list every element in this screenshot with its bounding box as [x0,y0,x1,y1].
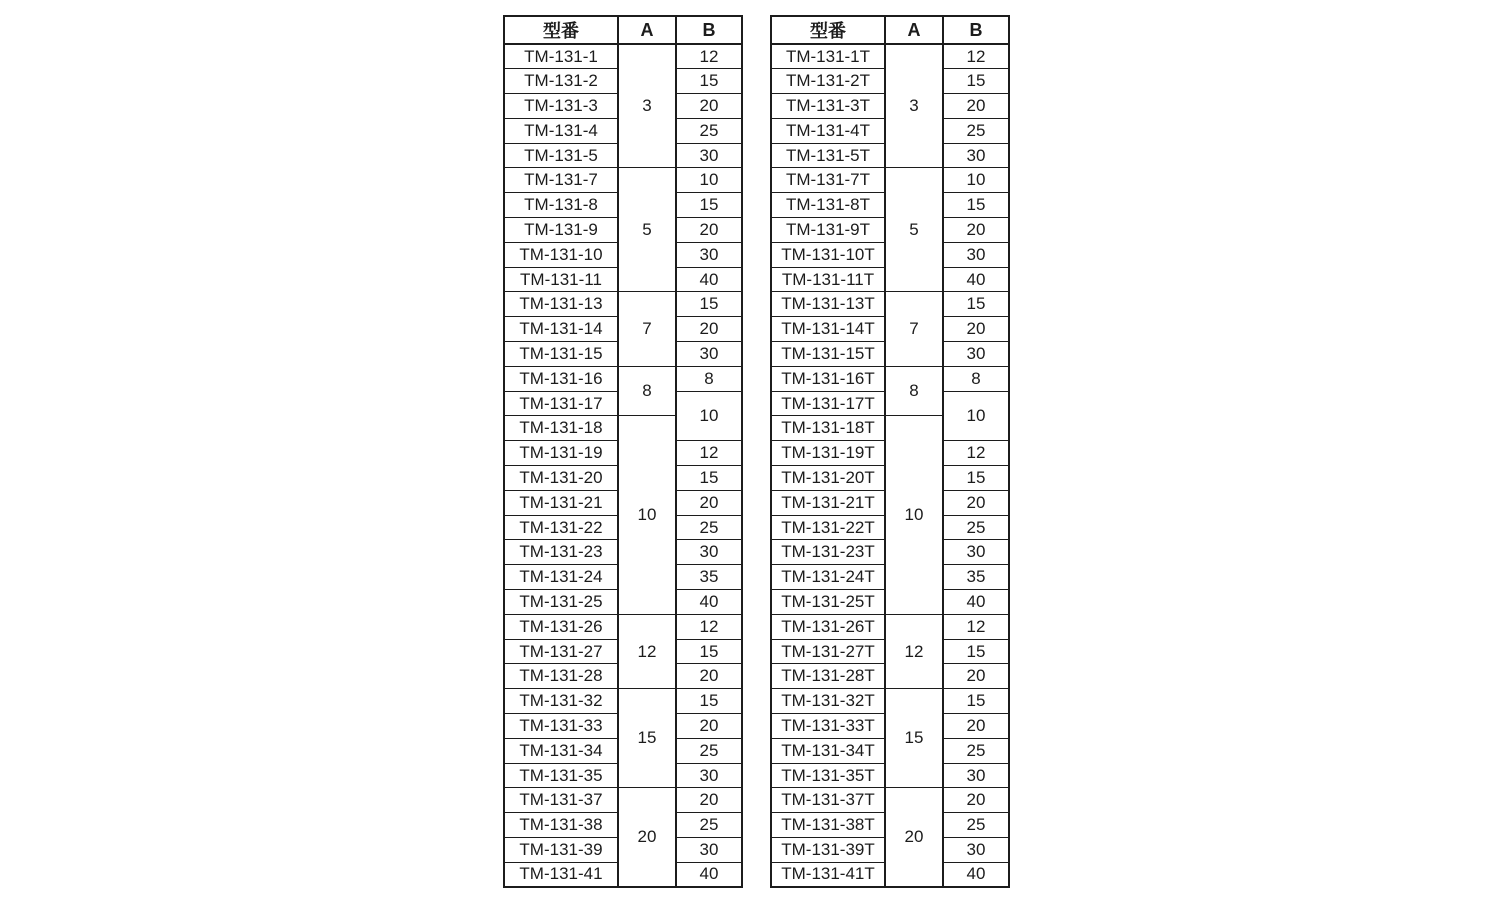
model-cell: TM-131-8 [504,193,618,218]
b-value-cell: 40 [943,862,1009,887]
model-cell: TM-131-32T [771,689,885,714]
a-value-cell: 10 [618,416,676,614]
model-cell: TM-131-4 [504,118,618,143]
model-cell: TM-131-20T [771,466,885,491]
a-value-cell: 7 [885,292,943,366]
table-row [771,168,1009,193]
b-value-cell: 30 [676,763,742,788]
table-row [771,366,1009,391]
model-cell: TM-131-39 [504,838,618,863]
table-row [504,614,742,639]
b-value-cell: 20 [676,714,742,739]
model-cell: TM-131-37 [504,788,618,813]
a-value-cell: 15 [885,689,943,788]
b-value-cell: 15 [943,466,1009,491]
model-cell: TM-131-18T [771,416,885,441]
table-row [771,44,1009,69]
model-cell: TM-131-27 [504,639,618,664]
b-value-cell: 30 [676,242,742,267]
b-value-cell: 15 [943,69,1009,94]
table-row [771,689,1009,714]
b-value-cell: 12 [676,44,742,69]
a-value-cell: 5 [885,168,943,292]
table-header [771,16,1009,44]
table-row [504,292,742,317]
table-body [504,44,742,887]
model-cell: TM-131-19 [504,441,618,466]
b-value-cell: 12 [943,44,1009,69]
a-value-cell: 8 [885,366,943,416]
a-value-cell: 12 [618,614,676,688]
model-cell: TM-131-34T [771,738,885,763]
model-cell: TM-131-7T [771,168,885,193]
header-b: B [943,16,1009,44]
b-value-cell: 40 [943,590,1009,615]
table-body [771,44,1009,887]
header-model: 型番 [771,16,885,44]
model-cell: TM-131-11 [504,267,618,292]
b-value-cell: 35 [943,565,1009,590]
a-value-cell: 20 [885,788,943,887]
model-cell: TM-131-26 [504,614,618,639]
model-cell: TM-131-16 [504,366,618,391]
model-cell: TM-131-35 [504,763,618,788]
model-cell: TM-131-13T [771,292,885,317]
model-cell: TM-131-3 [504,94,618,119]
model-cell: TM-131-37T [771,788,885,813]
b-value-cell: 10 [676,168,742,193]
model-cell: TM-131-23 [504,540,618,565]
model-cell: TM-131-7 [504,168,618,193]
table-row [504,366,742,391]
model-cell: TM-131-28T [771,664,885,689]
model-cell: TM-131-24 [504,565,618,590]
model-cell: TM-131-9T [771,218,885,243]
b-value-cell: 15 [943,689,1009,714]
model-cell: TM-131-14 [504,317,618,342]
header-a: A [885,16,943,44]
b-value-cell: 15 [943,292,1009,317]
b-value-cell: 25 [943,738,1009,763]
model-cell: TM-131-33T [771,714,885,739]
a-value-cell: 12 [885,614,943,688]
b-value-cell: 15 [676,466,742,491]
b-value-cell: 20 [943,94,1009,119]
model-cell: TM-131-27T [771,639,885,664]
a-value-cell: 3 [618,44,676,168]
b-value-cell: 12 [943,614,1009,639]
model-cell: TM-131-25T [771,590,885,615]
b-value-cell: 15 [676,69,742,94]
b-value-cell: 30 [676,838,742,863]
b-value-cell: 10 [943,168,1009,193]
model-cell: TM-131-5 [504,143,618,168]
a-value-cell: 20 [618,788,676,887]
a-value-cell: 5 [618,168,676,292]
b-value-cell: 12 [676,441,742,466]
b-value-cell: 25 [943,118,1009,143]
model-cell: TM-131-41 [504,862,618,887]
b-value-cell: 20 [943,218,1009,243]
model-cell: TM-131-2 [504,69,618,94]
model-cell: TM-131-9 [504,218,618,243]
model-cell: TM-131-15T [771,342,885,367]
table-row [771,292,1009,317]
model-cell: TM-131-21T [771,490,885,515]
b-value-cell: 30 [943,242,1009,267]
model-cell: TM-131-22 [504,515,618,540]
b-value-cell: 15 [943,193,1009,218]
b-value-cell: 30 [943,540,1009,565]
model-cell: TM-131-35T [771,763,885,788]
spec-table-left [503,15,743,888]
b-value-cell: 12 [676,614,742,639]
a-value-cell: 15 [618,689,676,788]
model-cell: TM-131-14T [771,317,885,342]
b-value-cell: 30 [943,342,1009,367]
b-value-cell: 10 [676,391,742,441]
b-value-cell: 35 [676,565,742,590]
b-value-cell: 20 [943,664,1009,689]
model-cell: TM-131-4T [771,118,885,143]
b-value-cell: 15 [676,193,742,218]
header-a: A [618,16,676,44]
model-cell: TM-131-18 [504,416,618,441]
header-b: B [676,16,742,44]
table-row [504,168,742,193]
model-cell: TM-131-26T [771,614,885,639]
b-value-cell: 20 [943,490,1009,515]
b-value-cell: 15 [676,639,742,664]
table-row [504,44,742,69]
model-cell: TM-131-22T [771,515,885,540]
model-cell: TM-131-24T [771,565,885,590]
table-row [504,788,742,813]
b-value-cell: 30 [676,143,742,168]
model-cell: TM-131-39T [771,838,885,863]
model-cell: TM-131-28 [504,664,618,689]
model-cell: TM-131-20 [504,466,618,491]
model-cell: TM-131-17 [504,391,618,416]
a-value-cell: 8 [618,366,676,416]
b-value-cell: 25 [943,813,1009,838]
model-cell: TM-131-21 [504,490,618,515]
b-value-cell: 30 [943,763,1009,788]
a-value-cell: 7 [618,292,676,366]
model-cell: TM-131-34 [504,738,618,763]
b-value-cell: 40 [676,590,742,615]
b-value-cell: 20 [676,218,742,243]
b-value-cell: 25 [676,118,742,143]
model-cell: TM-131-10T [771,242,885,267]
table-header [504,16,742,44]
b-value-cell: 30 [676,342,742,367]
b-value-cell: 25 [943,515,1009,540]
model-cell: TM-131-33 [504,714,618,739]
b-value-cell: 30 [943,838,1009,863]
table-row [771,614,1009,639]
model-cell: TM-131-32 [504,689,618,714]
b-value-cell: 25 [676,738,742,763]
model-cell: TM-131-16T [771,366,885,391]
b-value-cell: 20 [943,788,1009,813]
b-value-cell: 15 [676,292,742,317]
b-value-cell: 40 [676,862,742,887]
b-value-cell: 25 [676,515,742,540]
model-cell: TM-131-3T [771,94,885,119]
model-cell: TM-131-10 [504,242,618,267]
model-cell: TM-131-41T [771,862,885,887]
b-value-cell: 15 [943,639,1009,664]
header-model: 型番 [504,16,618,44]
table-row [504,689,742,714]
model-cell: TM-131-5T [771,143,885,168]
model-cell: TM-131-38 [504,813,618,838]
b-value-cell: 30 [943,143,1009,168]
b-value-cell: 25 [676,813,742,838]
model-cell: TM-131-19T [771,441,885,466]
spec-table-right [770,15,1010,888]
b-value-cell: 20 [676,490,742,515]
a-value-cell: 3 [885,44,943,168]
b-value-cell: 12 [943,441,1009,466]
b-value-cell: 30 [676,540,742,565]
model-cell: TM-131-17T [771,391,885,416]
b-value-cell: 20 [676,317,742,342]
model-cell: TM-131-11T [771,267,885,292]
model-cell: TM-131-38T [771,813,885,838]
model-cell: TM-131-1T [771,44,885,69]
b-value-cell: 20 [943,317,1009,342]
header-row [771,16,1009,44]
header-row [504,16,742,44]
b-value-cell: 40 [676,267,742,292]
a-value-cell: 10 [885,416,943,614]
b-value-cell: 20 [676,94,742,119]
model-cell: TM-131-8T [771,193,885,218]
table-row [771,788,1009,813]
model-cell: TM-131-13 [504,292,618,317]
b-value-cell: 20 [676,788,742,813]
b-value-cell: 8 [943,366,1009,391]
b-value-cell: 8 [676,366,742,391]
b-value-cell: 10 [943,391,1009,441]
b-value-cell: 15 [676,689,742,714]
b-value-cell: 20 [943,714,1009,739]
b-value-cell: 20 [676,664,742,689]
model-cell: TM-131-2T [771,69,885,94]
model-cell: TM-131-23T [771,540,885,565]
model-cell: TM-131-15 [504,342,618,367]
b-value-cell: 40 [943,267,1009,292]
model-cell: TM-131-1 [504,44,618,69]
model-cell: TM-131-25 [504,590,618,615]
